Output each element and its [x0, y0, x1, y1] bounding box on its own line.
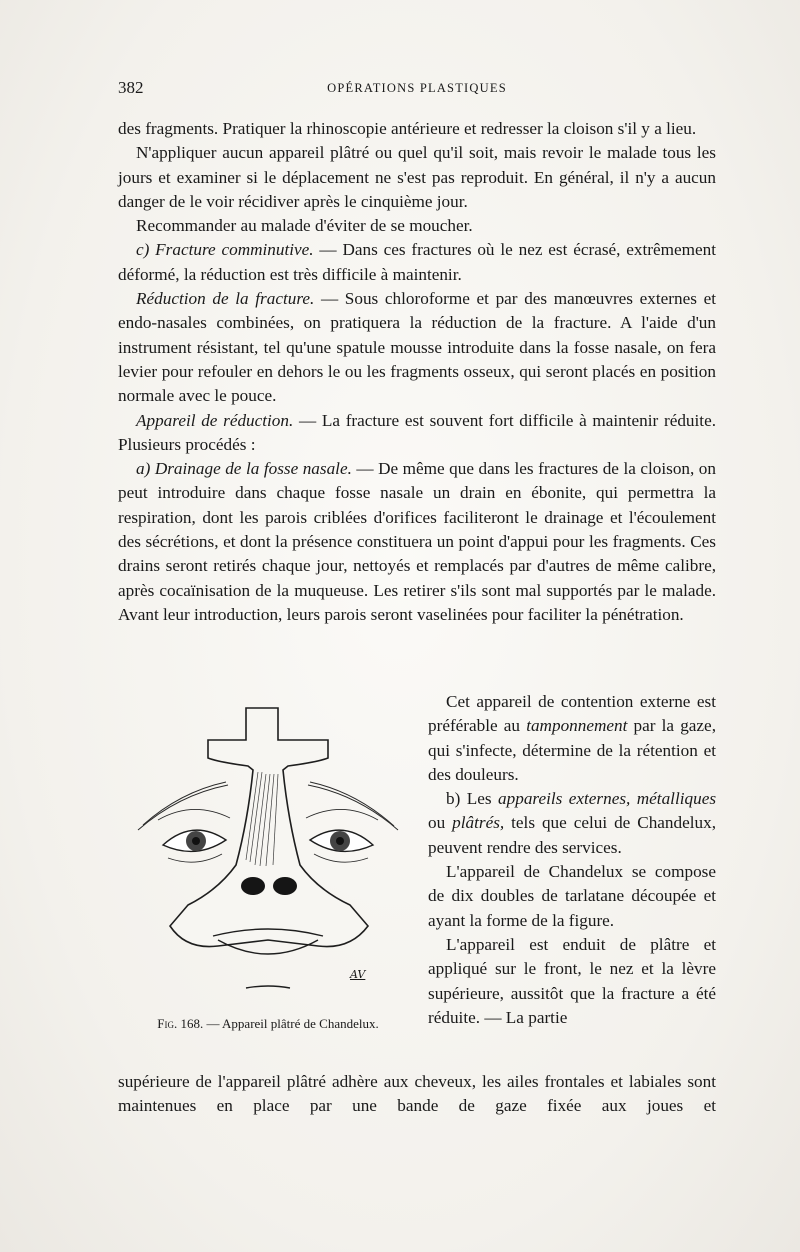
nose-plaster-cast-illustration: [118, 700, 418, 1000]
page-header: [118, 78, 716, 100]
figure-illustration: [118, 700, 418, 1000]
paragraph: supérieure de l'appareil plâtré adhère aux cheveux, les ailes frontales et labiales sont maintenues en place par une bande de gaze fixée aux joues et: [118, 1072, 716, 1116]
figure-label: Fig. 168.: [157, 1016, 204, 1031]
paragraph: [118, 409, 716, 458]
section-label: Appareil de réduction.: [136, 410, 294, 430]
artist-signature: AV: [350, 968, 366, 981]
body-text-right: [428, 690, 716, 1030]
paragraph-text: — Sous chloroforme et par des manœuvres externes et endo-nasales combinées, on pratiquera la réduction de la fracture. A l'aide d'un instrument résistant, tel qu'une spatule mousse introduite dans la fosse nasale, on fera levier pour refouler en dehors le ou les fragments osseux, qui seront placés en position normale avec le pouce.: [118, 289, 716, 406]
figure-caption: [118, 1016, 418, 1032]
running-head: OPÉRATIONS PLASTIQUES: [327, 81, 507, 95]
body-text-top: [118, 117, 716, 627]
section-label: c) Fracture comminutive.: [136, 240, 314, 260]
paragraph: des fragments. Pratiquer la rhinoscopie antérieure et redresser la cloison s'il y a lieu.: [118, 119, 697, 138]
paragraph: [118, 287, 716, 408]
paragraph: Cet appareil de contention externe est préférable au tamponnement par la gaze, qui s'infecte, détermine de la rétention et des douleurs.: [428, 692, 716, 784]
paragraph-text: — Dans ces fractures où le nez est écrasé, extrêmement déformé, la réduction est très difficile à maintenir.: [118, 240, 716, 284]
paragraph: L'appareil est enduit de plâtre et appliqué sur le front, le nez et la lèvre supérieure, aussitôt que la fracture a été réduite. — La partie: [428, 934, 716, 1027]
paragraph: L'appareil de Chandelux se compose de dix doubles de tarlatane découpée et ayant la forme de la figure.: [428, 862, 716, 930]
paragraph-text: — La fracture est souvent fort difficile à maintenir réduite. Plusieurs procédés :: [118, 410, 716, 454]
body-text-bottom: [118, 1070, 716, 1119]
page-number: 382: [118, 78, 144, 97]
paragraph: b) Les appareils externes, métalliques ou plâtrés, tels que celui de Chandelux, peuvent rendre des services.: [428, 789, 717, 857]
figure-caption-text: — Appareil plâtré de Chandelux.: [203, 1016, 379, 1031]
paragraph-text: — De même que dans les fractures de la cloison, on peut introduire dans chaque fosse nasale un drain en ébonite, qui permettra la respiration, dont les parois criblées d'orifices faciliteront le drainage et l'écoulement des sécrétions, et dont la présence constituera un point d'appui pour les fragments. Ces drains seront retirés chaque jour, nettoyés et remplacés par d'autres de même calibre, après cocaïnisation de la muqueuse. Les retirer s'ils sont mal supportés par le malade. Avant leur introduction, leurs parois seront vaselinées pour faciliter la pénétration.: [118, 459, 716, 624]
paragraph: N'appliquer aucun appareil plâtré ou quel qu'il soit, mais revoir le malade tous les jours et examiner si le déplacement ne s'est pas reproduit. En général, il n'y a aucun danger de le voir récidiver après le cinquième jour.: [118, 143, 716, 211]
section-label: Réduction de la fracture.: [136, 289, 315, 309]
paragraph: Recommander au malade d'éviter de se moucher.: [136, 216, 473, 236]
paragraph: [118, 238, 716, 287]
section-label: a) Drainage de la fosse nasale.: [136, 459, 352, 479]
paragraph: [118, 457, 716, 627]
